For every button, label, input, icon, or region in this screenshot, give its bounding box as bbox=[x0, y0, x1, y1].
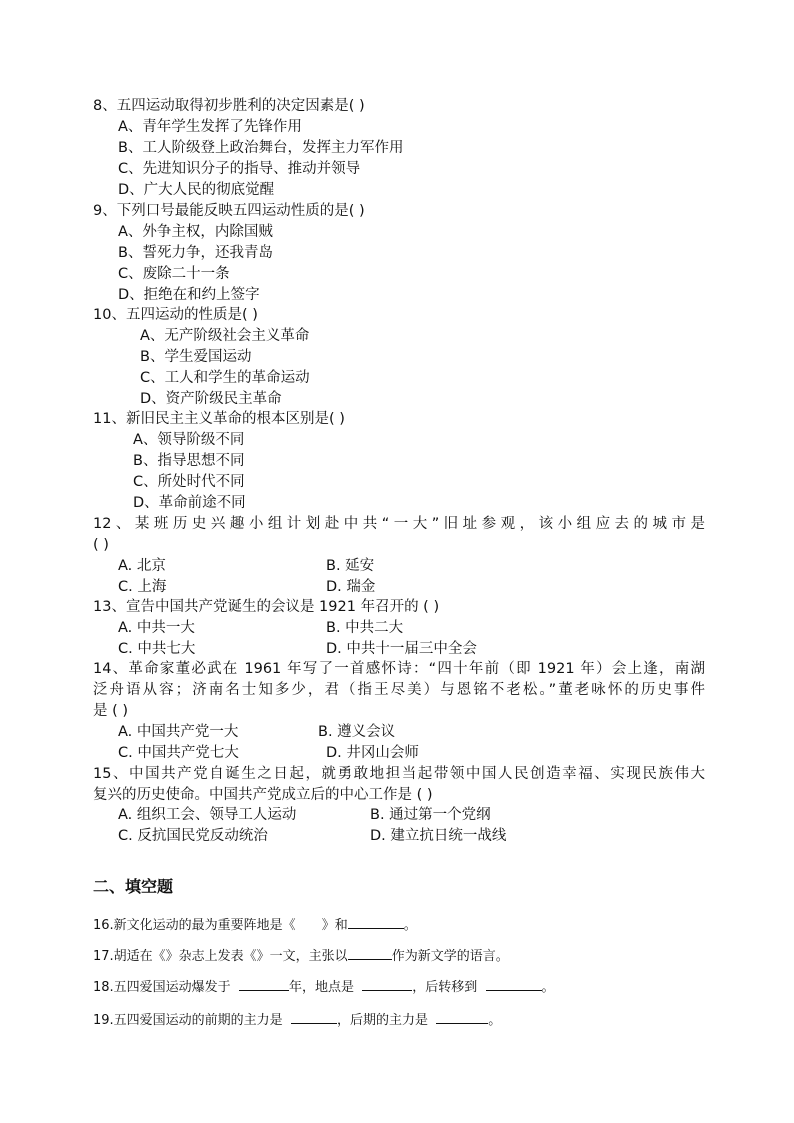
question-12-stem-line1: 12、某班历史兴趣小组计划赴中共“一大”旧址参观，该小组应去的城市是 bbox=[93, 516, 705, 532]
question-9-stem: 9、下列口号最能反映五四运动性质的是( ) bbox=[93, 203, 365, 219]
question-14-option-c: C. 中国共产党七大 bbox=[118, 745, 239, 761]
question-14-stem-line1: 14、革命家董必武在 1961 年写了一首感怀诗：“四十年前（即 1921 年）会上逢，南湖 bbox=[93, 661, 705, 677]
question-14-stem-line3: 是 ( ) bbox=[93, 703, 129, 719]
question-19 bbox=[93, 1010, 501, 1030]
section-title-fill-in: 二、填空题 bbox=[93, 877, 174, 896]
question-16-gap bbox=[296, 916, 322, 929]
question-8-stem: 8、五四运动取得初步胜利的决定因素是( ) bbox=[93, 98, 365, 114]
question-18-text-a: 18.五四爱国运动爆发于 bbox=[93, 980, 231, 995]
question-8-option-a: A、青年学生发挥了先锋作用 bbox=[118, 119, 302, 135]
question-11-option-a: A、领导阶级不同 bbox=[133, 432, 245, 448]
question-18-text-b: 年，地点是 bbox=[288, 980, 354, 995]
question-19-blank-late[interactable] bbox=[436, 1010, 488, 1024]
question-18-blank-year[interactable] bbox=[239, 977, 289, 991]
question-10-option-a: A、无产阶级社会主义革命 bbox=[140, 328, 310, 344]
question-16-text-a: 16.新文化运动的最为重要阵地是《 bbox=[93, 918, 296, 933]
question-9-option-c: C、废除二十一条 bbox=[118, 266, 230, 282]
question-11-stem: 11、新旧民主主义革命的根本区别是( ) bbox=[93, 411, 345, 427]
question-18 bbox=[93, 977, 555, 997]
question-12-option-b: B. 延安 bbox=[326, 558, 375, 574]
question-8-option-d: D、广大人民的彻底觉醒 bbox=[118, 182, 275, 198]
question-8-option-b: B、工人阶级登上政治舞台，发挥主力军作用 bbox=[118, 140, 404, 156]
question-13-option-c: C. 中共七大 bbox=[118, 641, 196, 657]
question-10-option-d: D、资产阶级民主革命 bbox=[140, 391, 282, 407]
question-18-blank-place[interactable] bbox=[362, 977, 412, 991]
question-18-text-c: ，后转移到 bbox=[412, 980, 478, 995]
question-19-text-a: 19.五四爱国运动的前期的主力是 bbox=[93, 1013, 283, 1028]
question-14-option-a: A. 中国共产党一大 bbox=[118, 724, 239, 740]
question-9-option-d: D、拒绝在和约上签字 bbox=[118, 287, 260, 303]
question-11-option-c: C、所处时代不同 bbox=[133, 474, 245, 490]
question-17-text-a: 17.胡适在《》杂志上发表《》一文，主张以 bbox=[93, 949, 348, 964]
question-10-stem: 10、五四运动的性质是( ) bbox=[93, 307, 258, 323]
question-12-option-d: D. 瑞金 bbox=[326, 579, 376, 595]
question-17-text-b: 作为新文学的语言。 bbox=[391, 949, 509, 964]
question-13-option-a: A. 中共一大 bbox=[118, 620, 195, 636]
question-10-option-b: B、学生爱国运动 bbox=[140, 349, 252, 365]
question-18-blank-moved-to[interactable] bbox=[486, 977, 542, 991]
question-12-stem-line2: ( ) bbox=[93, 537, 109, 553]
question-15-option-a: A. 组织工会、领导工人运动 bbox=[118, 807, 297, 823]
question-16 bbox=[93, 915, 417, 935]
question-16-text-c: 。 bbox=[403, 918, 417, 933]
question-16-text-b: 》和 bbox=[321, 918, 348, 933]
question-10-option-c: C、工人和学生的革命运动 bbox=[140, 370, 310, 386]
question-14-option-d: D. 井冈山会师 bbox=[326, 745, 419, 761]
question-17 bbox=[93, 946, 509, 966]
question-14-option-b: B. 遵义会议 bbox=[318, 724, 396, 740]
question-15-stem-line2: 复兴的历史使命。中国共产党成立后的中心工作是 ( ) bbox=[93, 787, 433, 803]
question-15-option-c: C. 反抗国民党反动统治 bbox=[118, 828, 268, 844]
question-16-blank[interactable] bbox=[348, 915, 404, 929]
question-15-option-d: D. 建立抗日统一战线 bbox=[370, 828, 507, 844]
question-17-blank[interactable] bbox=[348, 946, 392, 960]
question-8-option-c: C、先进知识分子的指导、推动并领导 bbox=[118, 161, 361, 177]
question-12-option-a: A. 北京 bbox=[118, 558, 166, 574]
question-19-text-c: 。 bbox=[488, 1013, 502, 1028]
question-19-text-b: ，后期的主力是 bbox=[336, 1013, 428, 1028]
question-15-option-b: B. 通过第一个党纲 bbox=[370, 807, 491, 823]
question-14-stem-line2: 泛舟语从容；济南名士知多少，君（指王尽美）与恩铭不老松。”董老咏怀的历史事件 bbox=[93, 682, 705, 698]
question-15-stem-line1: 15、中国共产党自诞生之日起，就勇敢地担当起带领中国人民创造幸福、实现民族伟大 bbox=[93, 766, 705, 782]
question-9-option-a: A、外争主权，内除国贼 bbox=[118, 224, 273, 240]
question-11-option-b: B、指导思想不同 bbox=[133, 453, 245, 469]
question-9-option-b: B、誓死力争，还我青岛 bbox=[118, 245, 273, 261]
question-13-stem: 13、宣告中国共产党诞生的会议是 1921 年召开的 ( ) bbox=[93, 599, 440, 615]
question-18-text-d: 。 bbox=[541, 980, 555, 995]
question-19-blank-early[interactable] bbox=[291, 1010, 337, 1024]
question-13-option-b: B. 中共二大 bbox=[326, 620, 404, 636]
question-11-option-d: D、革命前途不同 bbox=[133, 495, 246, 511]
question-12-option-c: C. 上海 bbox=[118, 579, 167, 595]
question-13-option-d: D. 中共十一届三中全会 bbox=[326, 641, 477, 657]
